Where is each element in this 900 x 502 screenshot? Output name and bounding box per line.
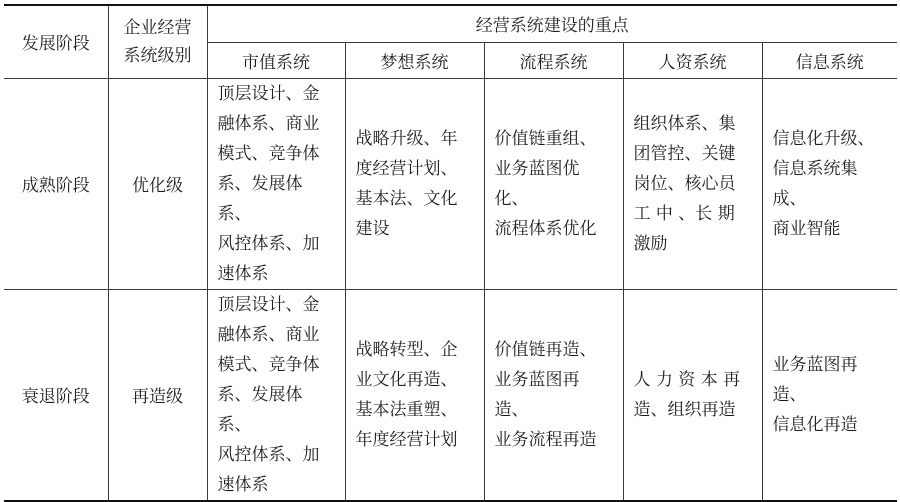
cell-line: 造、组织再造	[633, 399, 736, 420]
cell-line: 基本法、文化	[355, 188, 458, 209]
table-row	[4, 78, 897, 289]
stage-focus-table	[4, 4, 897, 502]
cell-line: 年度经营计划	[355, 429, 458, 450]
focus-cell	[762, 289, 897, 501]
level-cell: 优化级	[108, 78, 207, 289]
cell-line: 组织体系、集	[633, 113, 736, 134]
cell-line: 融体系、商业	[217, 113, 320, 134]
cell-line: 度经营计划、	[355, 158, 458, 179]
cell-line: 业务流程再造	[494, 429, 597, 450]
cell-line: 业文化再造、	[355, 369, 458, 390]
cell-line: 岗位、核心员	[633, 173, 736, 194]
header-system-market-value: 市值系统	[207, 42, 345, 78]
header-system-dream: 梦想系统	[345, 42, 484, 78]
cell-line: 基本法重塑、	[355, 399, 458, 420]
table-row	[4, 289, 897, 501]
level-cell: 再造级	[108, 289, 207, 501]
cell-line: 信息系统集成、	[772, 158, 858, 209]
focus-cell	[345, 78, 484, 289]
header-level-line: 企业经营	[123, 17, 192, 38]
cell-line: 系、发展体系、	[217, 173, 303, 224]
cell-line: 激励	[633, 233, 668, 254]
cell-line: 团管控、关键	[633, 143, 736, 164]
cell-line: 流程体系优化	[494, 218, 597, 239]
header-system-info: 信息系统	[762, 42, 897, 78]
cell-line: 人 力 资 本 再	[633, 369, 741, 390]
stage-cell: 衰退阶段	[4, 289, 108, 501]
cell-line: 速体系	[217, 263, 269, 284]
stage-cell: 成熟阶段	[4, 78, 108, 289]
cell-line: 价值链重组、	[494, 128, 597, 149]
header-group-title: 经营系统建设的重点	[207, 5, 897, 42]
header-system-process: 流程系统	[484, 42, 623, 78]
cell-line: 风控体系、加	[217, 444, 320, 465]
cell-line: 模式、竞争体	[217, 354, 320, 375]
cell-line: 风控体系、加	[217, 233, 320, 254]
header-level-line: 系统级别	[123, 45, 192, 66]
cell-line: 模式、竞争体	[217, 143, 320, 164]
cell-line: 建设	[355, 218, 390, 239]
cell-line: 融体系、商业	[217, 324, 320, 345]
cell-line: 信息化再造	[772, 414, 858, 435]
cell-line: 系、发展体系、	[217, 384, 303, 435]
focus-cell	[623, 78, 762, 289]
cell-line: 战略升级、年	[355, 128, 458, 149]
cell-line: 业务蓝图优化、	[494, 158, 580, 209]
focus-cell	[207, 289, 345, 501]
cell-line: 信息化升级、	[772, 128, 875, 149]
cell-line: 顶层设计、金	[217, 83, 320, 104]
focus-cell	[762, 78, 897, 289]
cell-line: 业务蓝图再造、	[494, 369, 580, 420]
cell-line: 速体系	[217, 474, 269, 495]
focus-cell	[623, 289, 762, 501]
focus-cell	[484, 289, 623, 501]
focus-cell	[484, 78, 623, 289]
header-stage: 发展阶段	[4, 5, 108, 78]
cell-line: 战略转型、企	[355, 339, 458, 360]
header-level	[108, 5, 207, 78]
focus-cell	[345, 289, 484, 501]
cell-line: 顶层设计、金	[217, 294, 320, 315]
cell-line: 价值链再造、	[494, 339, 597, 360]
cell-line: 工 中 、长 期	[633, 203, 735, 224]
focus-cell	[207, 78, 345, 289]
cell-line: 商业智能	[772, 218, 841, 239]
cell-line: 业务蓝图再造、	[772, 354, 858, 405]
header-system-hr: 人资系统	[623, 42, 762, 78]
